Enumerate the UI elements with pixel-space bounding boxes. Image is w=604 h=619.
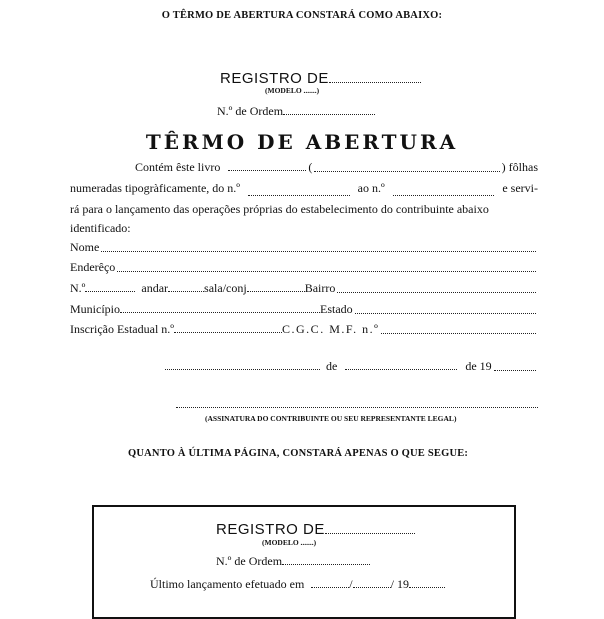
nome-blank xyxy=(101,251,536,252)
sala-blank xyxy=(247,291,305,292)
folhas-blank xyxy=(228,170,306,171)
text: ( xyxy=(308,160,313,174)
field-nome xyxy=(70,240,538,255)
text: de xyxy=(326,359,338,373)
to-number-blank xyxy=(393,195,495,196)
paragraph-line-4 xyxy=(70,221,538,236)
text: ) fôlhas xyxy=(501,160,538,174)
municipio-blank xyxy=(120,312,320,313)
place-day-blank xyxy=(165,369,320,370)
paragraph-line-3 xyxy=(70,202,538,217)
text: / xyxy=(349,577,353,591)
field-label: Enderêço xyxy=(70,260,116,274)
box-ordem-label: N.º de Ordem xyxy=(216,554,283,568)
year-blank xyxy=(409,587,445,588)
text: numeradas tipogràficamente, do n.º xyxy=(70,181,240,195)
ordem-line xyxy=(217,104,375,119)
field-label: Estado xyxy=(320,302,353,316)
cgc-blank xyxy=(381,333,536,334)
section-heading: O TÊRMO DE ABERTURA CONSTARÁ COMO ABAIXO: xyxy=(161,10,443,21)
registro-line xyxy=(220,68,421,87)
text: / 19 xyxy=(390,577,409,591)
last-page-heading: QUANTO À ÚLTIMA PÁGINA, CONSTARÁ APENAS O QUE SEGUE: xyxy=(128,448,469,459)
bairro-blank xyxy=(337,292,536,293)
page-title: TÊRMO DE ABERTURA xyxy=(145,130,459,154)
field-inscricao-row xyxy=(70,322,538,337)
box-modelo-label: (MODELO .......) xyxy=(262,538,317,547)
signature-caption: (ASSINATURA DO CONTRIBUINTE OU SEU REPRESENTANTE LEGAL) xyxy=(205,414,457,423)
field-label: N.º xyxy=(70,281,86,295)
box-registro-line xyxy=(216,519,415,538)
month-blank xyxy=(345,369,457,370)
box-ordem-line xyxy=(216,554,370,569)
box-ultimo-label: Último lançamento efetuado em xyxy=(150,577,305,591)
box-ordem-blank xyxy=(282,564,370,565)
folhas-words-blank xyxy=(314,171,499,172)
text: de 19 xyxy=(465,359,492,373)
date-line xyxy=(165,359,538,374)
text: identificado: xyxy=(70,221,131,235)
inscricao-blank xyxy=(174,332,282,333)
last-page-box xyxy=(92,505,516,619)
field-label: andar xyxy=(141,281,169,295)
numero-blank xyxy=(85,291,135,292)
day-blank xyxy=(311,587,349,588)
estado-blank xyxy=(355,313,536,314)
box-registro-label: REGISTRO DE xyxy=(216,521,325,538)
paragraph-line-2 xyxy=(70,181,538,196)
field-endereco xyxy=(70,260,538,275)
field-label: Bairro xyxy=(304,281,336,295)
paragraph-line-1 xyxy=(70,160,538,175)
box-ultimo-line xyxy=(150,577,445,592)
registro-blank xyxy=(329,82,421,83)
field-label: Nome xyxy=(70,240,100,254)
field-label: Inscrição Estadual n.º xyxy=(70,322,175,336)
text: e servi- xyxy=(502,181,539,195)
text: rá para o lançamento das operações próprias do estabelecimento do contribuinte abaixo xyxy=(70,202,489,216)
registro-label: REGISTRO DE xyxy=(220,70,329,87)
field-numero-row xyxy=(70,281,538,296)
field-municipio-row xyxy=(70,302,538,317)
field-label: sala/conj xyxy=(204,281,247,295)
field-label: Município xyxy=(70,302,120,316)
text: Contém êste livro xyxy=(135,160,221,174)
box-registro-blank xyxy=(325,533,415,534)
field-label: C.G.C. M.F. n.º xyxy=(282,322,380,336)
modelo-label: (MODELO .......) xyxy=(265,86,320,95)
text: ao n.º xyxy=(357,181,385,195)
ordem-blank xyxy=(283,114,375,115)
month-blank xyxy=(353,587,391,588)
andar-blank xyxy=(168,291,204,292)
endereco-blank xyxy=(117,271,536,272)
from-number-blank xyxy=(248,195,350,196)
year-blank xyxy=(494,370,536,371)
signature-line xyxy=(176,407,538,408)
ordem-label: N.º de Ordem xyxy=(217,104,284,118)
